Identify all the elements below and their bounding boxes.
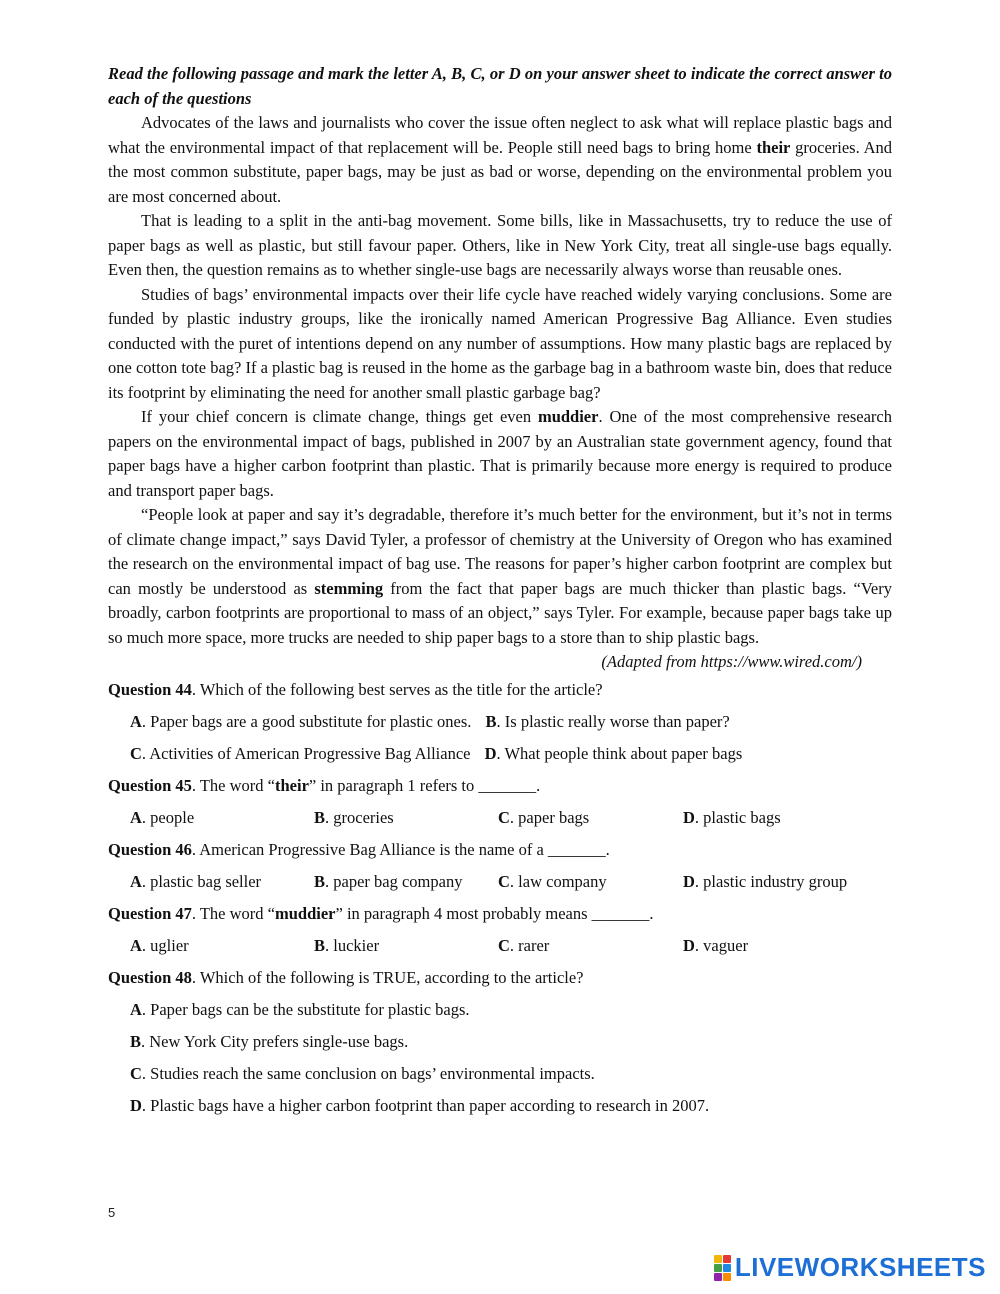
option-text: . luckier [325,935,380,955]
instruction: Read the following passage and mark the letter A, B, C, or D on your answer sheet to indicate the correct answer to each of the questions [108,64,892,108]
option-a[interactable] [130,935,314,957]
option-text: . What people think about paper bags [496,743,743,763]
option-letter: D [683,871,695,891]
option-d[interactable] [130,1095,892,1117]
option-text: . rarer [509,935,550,955]
option-text: . plastic bags [694,807,781,827]
question-stem-after: ” in paragraph 1 refers to _______. [308,775,541,795]
option-a[interactable] [130,999,892,1021]
worksheet-page [108,62,892,1117]
question-number: Question 45 [108,775,192,795]
question-46 [108,839,892,861]
question-46-options [108,871,892,893]
option-text: . people [141,807,195,827]
question-stem: . Which of the following best serves as the title for the article? [191,679,603,699]
question-44 [108,679,892,701]
logo-square-6 [723,1273,731,1281]
option-b[interactable] [314,871,498,893]
option-c[interactable] [130,1063,892,1085]
logo-square-5 [714,1273,722,1281]
p5-text-after: from the fact that paper bags are much thicker than plastic bags. “Very broadly, carbon footprints are proportional to mass of an object,” says Tyler. For example, because paper bags take up so much more space, more trucks are needed to ship paper bags to a store than to ship plastic bags. [108,578,892,647]
option-letter: C [130,743,142,763]
passage-paragraph-3: Studies of bags’ environmental impacts over their life cycle have reached widely varying conclusions. Some are funded by plastic industry groups, like the ironically named American Progressive Bag Alliance. Even studies conducted with the puret of intentions depend on any number of assumptions. How many plastic bags are replaced by one cotton tote bag? If a plastic bag is reused in the home as the garbage bag in a bathroom waste bin, does that reduce its footprint by eliminating the need for another small plastic garbage bag? [108,284,892,402]
option-b[interactable] [314,807,498,829]
passage-paragraph-4 [108,405,892,503]
option-letter: A [130,935,142,955]
question-45 [108,775,892,797]
p4-text-after: . One of the most comprehensive research papers on the environmental impact of bags, published in 2007 by an Australian state government agency, found that paper bags have a higher carbon footprint than plastic. That is primarily because more energy is required to produce and transport paper bags. [108,407,892,500]
passage-paragraph-2: That is leading to a split in the anti-bag movement. Some bills, like in Massachusetts, try to reduce the use of paper bags as well as plastic, but still favour paper. Others, like in New York City, treat all single-use bags equally. Even then, the question remains as to whether single-use bags are necessarily always worse than reusable ones. [108,211,892,279]
option-letter: C [498,807,510,827]
p5-text-before: “People look at paper and say it’s degradable, therefore it’s much better for the environment, but it’s not in terms of climate change impact,” says David Tyler, a professor of chemistry at the University of Oregon who has examined the research on the environmental impact of bag use. The reasons for paper’s higher carbon footprint are complex but can mostly be understood as [108,505,892,598]
passage-paragraph-1 [108,111,892,209]
liveworksheets-logo-icon [714,1255,731,1281]
question-number: Question 47 [108,903,192,923]
p5-bold-word: stemming [314,578,384,598]
option-letter: A [130,711,142,731]
option-text: . Plastic bags have a higher carbon footprint than paper according to research in 2007. [141,1095,710,1115]
option-c[interactable] [130,743,470,765]
question-44-options-row-2 [108,743,892,765]
option-letter: D [683,935,695,955]
option-b[interactable] [314,935,498,957]
question-48-options [108,999,892,1117]
option-c[interactable] [498,935,683,957]
logo-square-1 [714,1255,722,1263]
option-b[interactable] [130,1031,892,1053]
option-letter: D [484,743,497,763]
question-stem-before: . The word “ [191,775,275,795]
question-47-options [108,935,892,957]
option-letter: A [130,807,142,827]
option-text: . paper bags [509,807,590,827]
option-text: . Paper bags are a good substitute for plastic ones. [141,711,472,731]
option-letter: B [485,711,497,731]
option-text: . uglier [141,935,189,955]
option-letter: C [498,871,510,891]
option-letter: B [314,807,326,827]
p4-bold-word: muddier [537,407,599,426]
option-letter: A [130,871,142,891]
logo-square-4 [723,1264,731,1272]
option-text: . plastic industry group [694,871,848,891]
option-d[interactable] [485,743,743,765]
question-44-options-row-1 [108,711,892,733]
option-d[interactable] [683,807,873,829]
option-letter: D [130,1095,142,1115]
option-text: . Paper bags can be the substitute for plastic bags. [141,999,470,1019]
option-letter: D [683,807,695,827]
option-text: . Is plastic really worse than paper? [496,711,730,731]
passage-source: (Adapted from https://www.wired.com/) [601,652,862,671]
question-stem: . Which of the following is TRUE, according to the article? [191,967,584,987]
option-c[interactable] [498,807,683,829]
p1-text-before: Advocates of the laws and journalists who cover the issue often neglect to ask what will replace plastic bags and what the environmental impact of that replacement will be. People still need bags to bring home [108,113,892,157]
option-d[interactable] [683,935,873,957]
logo-square-3 [714,1264,722,1272]
p4-text-before: If your chief concern is climate change, things get even [141,407,538,426]
option-text: . groceries [325,807,394,827]
logo-square-2 [723,1255,731,1263]
question-number: Question 44 [108,679,192,699]
question-stem-before: . The word “ [191,903,275,923]
option-letter: C [130,1063,142,1083]
question-stem-after: ” in paragraph 4 most probably means _______. [335,903,654,923]
question-48 [108,967,892,989]
question-number: Question 46 [108,839,192,859]
question-47 [108,903,892,925]
option-a[interactable] [130,711,471,733]
option-text: . vaguer [694,935,749,955]
p1-bold-word: their [756,137,791,157]
option-letter: A [130,999,142,1019]
option-text: . paper bag company [325,871,463,891]
p1-text-after: groceries. And the most common substitute, paper bags, may be just as bad or worse, depending on the environmental problem you are most concerned about. [108,137,892,206]
option-a[interactable] [130,807,314,829]
page-number: 5 [108,1205,116,1220]
liveworksheets-logo-text: LIVEWORKSHEETS [734,1252,986,1282]
option-d[interactable] [683,871,873,893]
option-letter: B [314,871,326,891]
option-letter: B [314,935,326,955]
option-c[interactable] [498,871,683,893]
option-text: . plastic bag seller [141,871,262,891]
option-text: . New York City prefers single-use bags. [141,1031,409,1051]
question-stem-bold: their [274,775,309,795]
question-stem-bold: muddier [274,903,336,923]
liveworksheets-logo[interactable] [714,1252,986,1283]
question-stem: . American Progressive Bag Alliance is the name of a _______. [191,839,610,859]
question-number: Question 48 [108,967,192,987]
option-letter: B [130,1031,142,1051]
option-a[interactable] [130,871,314,893]
passage-paragraph-5 [108,503,892,650]
option-letter: C [498,935,510,955]
option-text: . law company [509,871,607,891]
option-text: . Studies reach the same conclusion on bags’ environmental impacts. [141,1063,595,1083]
question-45-options [108,807,892,829]
option-b[interactable] [486,711,730,733]
option-text: . Activities of American Progressive Bag Alliance [141,743,471,763]
